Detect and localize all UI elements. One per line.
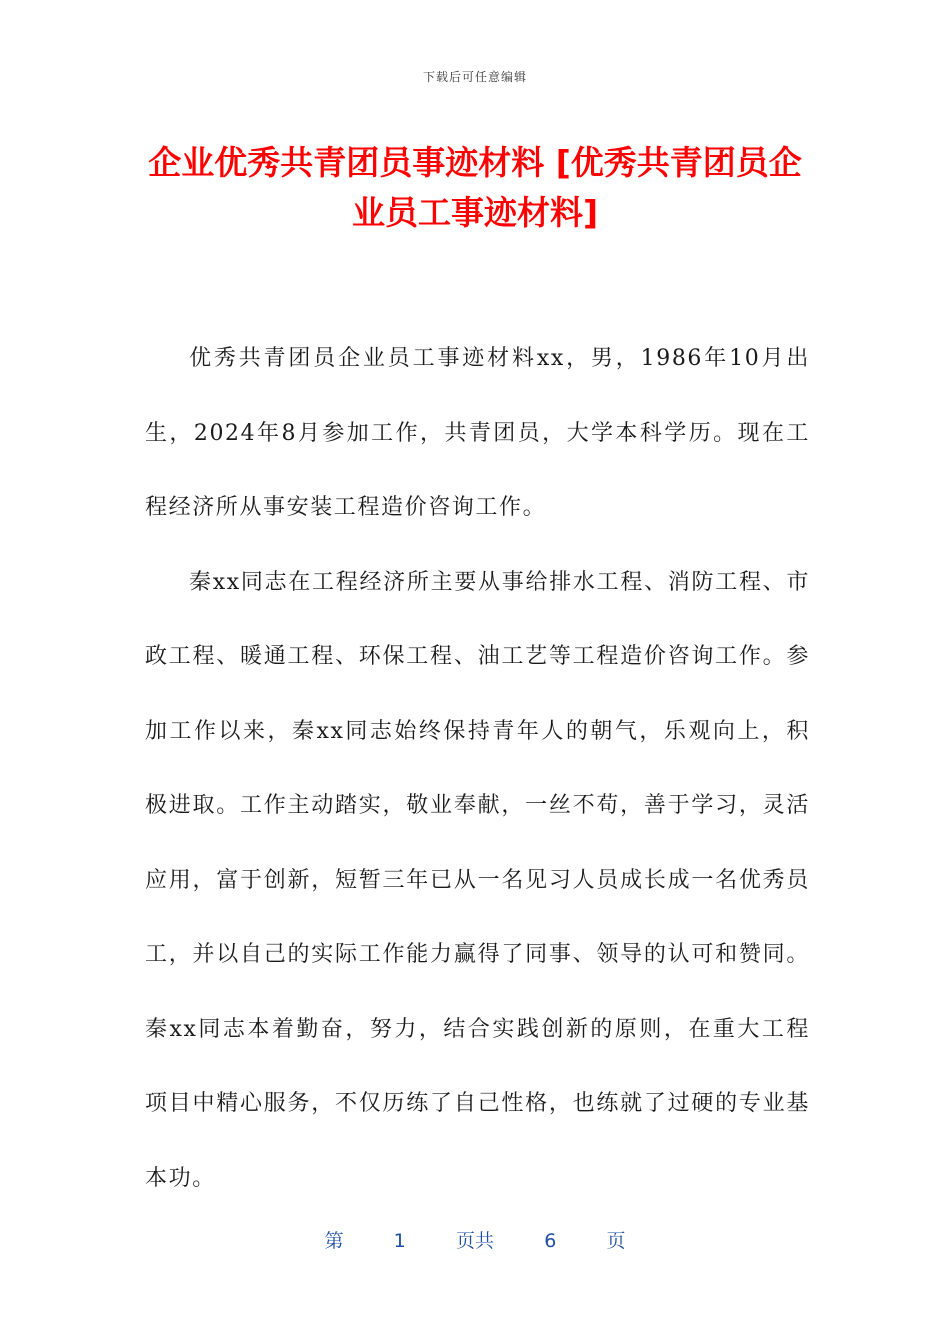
paragraph-1: 优秀共青团员企业员工事迹材料xx，男，1986年10月出生，2024年8月参加工作，共青团员，大学本科学历。现在工程经济所从事安装工程造价咨询工作。 — [145, 346, 810, 520]
document-title: 企业优秀共青团员事迹材料 [优秀共青团员企业员工事迹材料] — [148, 143, 802, 232]
footer-current-page: 1 — [393, 1230, 406, 1252]
page-footer — [0, 1226, 950, 1253]
footer-middle: 页共 — [455, 1230, 494, 1252]
document-body — [145, 322, 810, 1216]
footer-total-pages: 6 — [544, 1230, 557, 1252]
footer-suffix: 页 — [606, 1230, 626, 1252]
header-note: 下载后可任意编辑 — [422, 70, 527, 84]
paragraph-2: 秦xx同志在工程经济所主要从事给排水工程、消防工程、市政工程、暖通工程、环保工程、油工艺等工程造价咨询工作。参加工作以来，秦xx同志始终保持青年人的朝气，乐观向上，积极进取。工作主动踏实，敬业奉献，一丝不苟，善于学习，灵活应用，富于创新，短暂三年已从一名见习人员成长成一名优秀员工，并以自己的实际工作能力赢得了同事、领导的认可和赞同。秦xx同志本着勤奋，努力，结合实践创新的原则，在重大工程项目中精心服务，不仅历练了自己性格，也练就了过硬的专业基本功。 — [145, 569, 810, 1191]
footer-prefix: 第 — [324, 1230, 344, 1252]
